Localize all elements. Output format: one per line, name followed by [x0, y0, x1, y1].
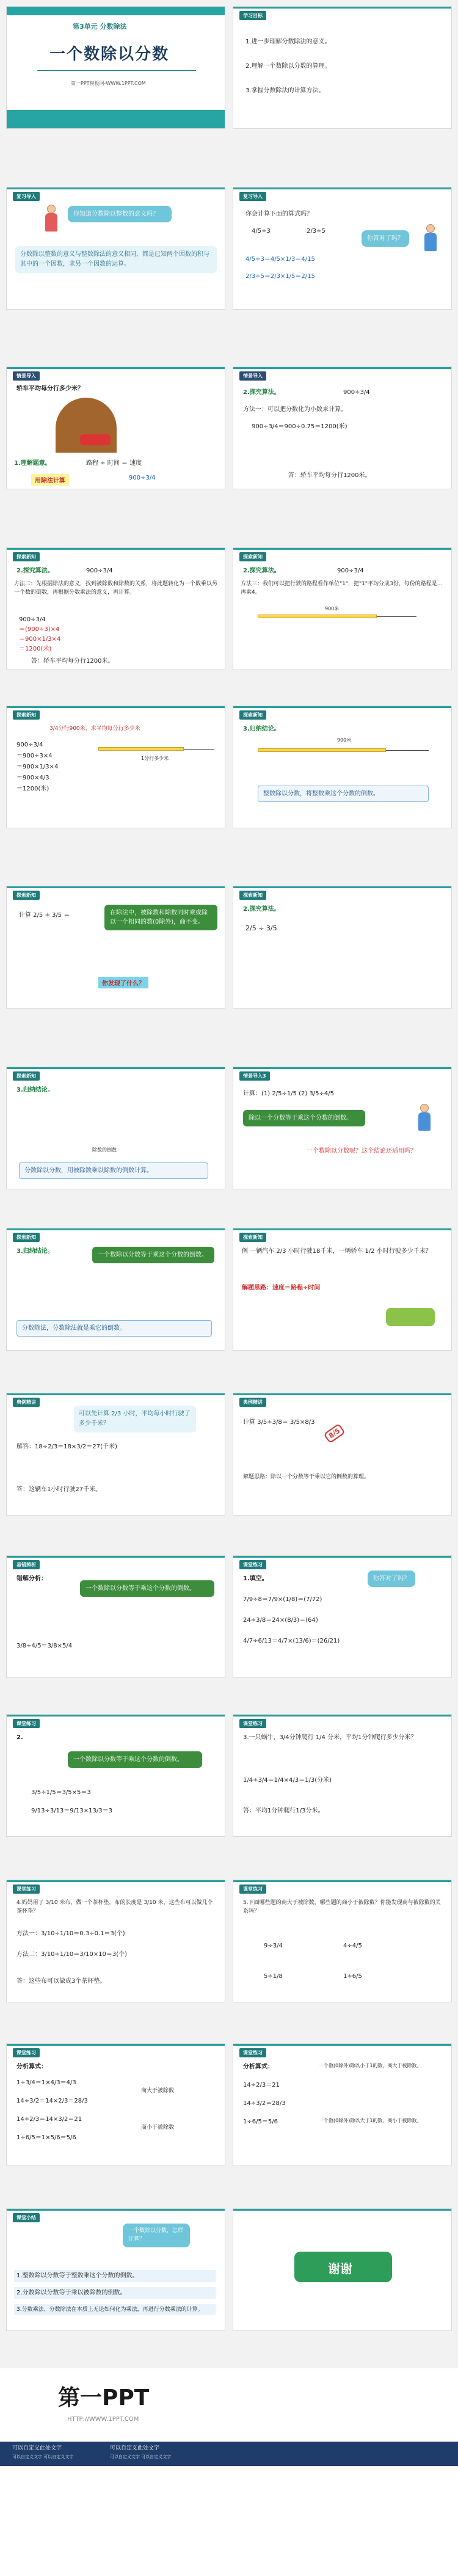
exp10-analysis: 解题思路：速度＝路程÷时间 — [242, 1285, 321, 1291]
new1-tag: 情景导入 — [13, 371, 40, 381]
review2-question: 你会计算下面的算式吗？ — [245, 211, 313, 217]
ex6-tag: 课堂练习 — [239, 2048, 266, 2057]
footer-right-2: 可以自定义文字 可以自定义文字 — [110, 2454, 172, 2459]
exp11-bubble: 可以先计算 2/3 小时，平均每小时行驶了多少千米？ — [74, 1406, 196, 1432]
ex6-row-3: 1÷6/5＝5/6 — [243, 2118, 278, 2125]
review1-question: 你知道分数除以整数的意义吗？ — [68, 206, 172, 222]
exp6-label: 除数的倒数 — [92, 1147, 117, 1153]
slide-explore-1 — [6, 547, 225, 670]
exp1-calc-1: 900÷3/4 — [19, 616, 46, 623]
ex2-tag: 课堂练习 — [239, 1719, 266, 1728]
slide-review-1 — [6, 187, 225, 310]
ex2-calc: 1/4÷3/4＝1/4×4/3＝1/3(分米) — [243, 1777, 332, 1784]
exp12-method: 解题思路：除以一个分数等于乘以它的倒数的算理。 — [243, 1474, 370, 1480]
slide-practice-ex3 — [6, 1880, 225, 2002]
slide-practice-ex2 — [233, 1714, 452, 1837]
exp7-calc: 计算：(1) 2/5÷1/5 (2) 3/5÷4/5 — [243, 1090, 334, 1097]
ex6-title: 分析算式： — [243, 2063, 274, 2070]
exp7-student — [416, 1104, 432, 1132]
slide-explore-6 — [6, 1067, 225, 1189]
review2-expr-1: 4/5÷3 — [252, 228, 271, 235]
ex4-row-3: 5÷1/8 — [264, 1973, 283, 1980]
ex5-row-2: 14÷3/2＝14×2/3＝28/3 — [16, 2098, 88, 2104]
slide-practice-ex1 — [6, 1714, 225, 1837]
cover-footer-band — [7, 110, 225, 128]
exp14-row-3: 4/7÷6/13＝4/7×(13/6)＝(26/21) — [243, 1638, 340, 1644]
footer-url: HTTP://WWW.1PPT.COM — [67, 2416, 139, 2423]
exp1b-label: 900米 — [325, 606, 340, 611]
exp5-step: 2.探究算法。 — [243, 906, 280, 913]
new2-tag: 情景导入 — [239, 371, 266, 381]
exp12-stamp: 8/5 — [323, 1423, 346, 1444]
exp14-tag: 课堂练习 — [239, 1560, 266, 1569]
exp1b-method: 方法三：我们可以把行驶的路程看作单位"1"，把"1"平均分成3份，每份的路程是...再乘4。 — [241, 581, 443, 596]
car-image — [386, 1308, 435, 1326]
new2-calc: 900÷3/4＝900÷0.75＝1200(米) — [252, 423, 347, 430]
exp2-note: 3/4分行900米，求平均每分行多少米 — [49, 726, 140, 732]
ex2-answer: 答：平均1分钟爬行1/3分米。 — [243, 1808, 324, 1814]
exp1-calc-4: ＝1200(米) — [19, 646, 52, 652]
footer-logo: 第一PPT — [58, 2385, 150, 2410]
ex4-row-2: 4÷4/5 — [343, 1943, 362, 1949]
website-label: 第一PPT模板网-WWW.1PPT.COM — [71, 81, 146, 86]
exp1-calc-2: ＝(900÷3)×4 — [19, 626, 60, 633]
ex4-row-4: 1÷6/5 — [343, 1973, 362, 1980]
new2-method: 方法一：可以把分数化为小数来计算。 — [243, 406, 347, 413]
review1-answer: 分数除以整数的意义与整数除法的意义相同，都是已知两个因数的积与其中的一个因数，求另一个因数的运算。 — [15, 246, 217, 273]
ex5-tag: 课堂练习 — [13, 2048, 40, 2057]
ex3-tag: 课堂练习 — [13, 1885, 40, 1894]
new1-step: 1.理解题意。 — [14, 460, 51, 467]
footer-area — [0, 2368, 458, 2576]
review2-expr-2: 2/3÷5 — [307, 228, 325, 235]
slide-explore-8 — [6, 1228, 225, 1351]
ex5-row-3: 14÷2/3＝14×3/2＝21 — [16, 2116, 82, 2123]
slide-explore-1b — [233, 547, 452, 670]
ex5-title: 分析算式： — [16, 2063, 47, 2070]
slide-explore-3 — [233, 706, 452, 828]
exp3-label: 900米 — [337, 737, 352, 743]
slide-error-13 — [6, 1555, 225, 1678]
ex1-bubble: 一个数除以分数等于乘这个分数的倒数。 — [68, 1751, 202, 1768]
ex4-tag: 课堂练习 — [239, 1885, 266, 1894]
ex5-bubble-1: 商大于被除数 — [141, 2088, 175, 2094]
thanks-text: 谢谢 — [328, 2261, 352, 2276]
exp1b-tag: 探索新知 — [239, 552, 266, 561]
exp11-tag: 典例精讲 — [13, 1398, 40, 1407]
exp11-calc: 解答：18÷2/3＝18×3/2＝27(千米) — [16, 1443, 117, 1450]
slide-new-2 — [233, 367, 452, 489]
footer-left-2: 可以自定义文字 可以自定义文字 — [12, 2454, 74, 2459]
goal-1: 1.进一步理解分数除法的意义。 — [245, 38, 331, 45]
review2-tag: 复习导入 — [239, 192, 266, 201]
exp10-tag: 探索新知 — [239, 1233, 266, 1242]
exp7-bubble: 除以一个分数等于乘这个分数的倒数。 — [243, 1110, 365, 1126]
exp12-tag: 典例精讲 — [239, 1398, 266, 1407]
ex3-method-2: 方法二：3/10÷1/10＝3/10×10＝3(个) — [16, 1951, 128, 1958]
exp2-label: 1分行多少米 — [141, 756, 169, 761]
exp10-example: 例 一辆汽车 2/3 小时行驶18千米，一辆轿车 1/2 小时行驶多少千米？ — [242, 1248, 432, 1255]
ex3-answer: 答：这些布可以做成3个茶杯垫。 — [16, 1978, 106, 1985]
exp7-tag: 情景导入3 — [239, 1071, 270, 1081]
exp14-bubble: 你答对了吗？ — [368, 1571, 415, 1587]
new2-expr: 900÷3/4 — [343, 389, 370, 396]
new1-question: 轿车平均每分行多少米？ — [16, 385, 84, 392]
ex5-row-1: 1÷3/4＝1×4/3＝4/3 — [16, 2079, 76, 2086]
slide-goals — [233, 6, 452, 129]
teacher-avatar — [43, 205, 59, 233]
exp6-step: 3.归纳结论。 — [16, 1087, 54, 1093]
exp4-bubble: 在除法中，被除数和除数同时乘或除以一个相同的数(0除外)，商不变。 — [104, 905, 217, 930]
review2-solution-1: 4/5÷3＝4/5×1/3＝4/15 — [245, 256, 315, 263]
goal-3: 3.掌握分数除法的计算方法。 — [245, 87, 325, 94]
exp14-title: 1.填空。 — [243, 1575, 268, 1582]
exp2-calc-5: ＝1200(米) — [16, 786, 49, 792]
exp1b-expr: 900÷3/4 — [337, 567, 364, 574]
ex4-title: 5.下面哪些题的商大于被除数，哪些题的商小于被除数？你能发现商与被除数的关系吗？ — [243, 1900, 441, 1915]
exp13-tag: 易错辨析 — [13, 1560, 40, 1569]
ex2-title: 3.一只蜗牛，3/4分钟爬行 1/4 分米，平均1分钟爬行多少分米？ — [243, 1734, 417, 1741]
exp11-answer: 答：这辆车1小时行驶27千米。 — [16, 1486, 102, 1493]
unit-label: 第3单元 分数除法 — [73, 23, 127, 31]
exp3-conclusion: 整数除以分数，将整数乘这个分数的倒数。 — [258, 786, 429, 802]
slide-thanks — [233, 2208, 452, 2331]
ex6-row-1: 14÷2/3＝21 — [243, 2082, 280, 2089]
ex4-row-1: 9÷3/4 — [264, 1943, 283, 1949]
ex6-note-2: 一个数(0除外)除以大于1的数，商小于被除数。 — [319, 2118, 422, 2123]
exp3-fill — [258, 748, 386, 752]
slide-new-1 — [6, 367, 225, 489]
exp12-calc: 计算 3/5÷3/8＝ 3/5×8/3 — [243, 1419, 315, 1426]
slide-explore-10 — [233, 1228, 452, 1351]
slide-explore-2 — [6, 706, 225, 828]
summary-tag: 课堂小结 — [13, 2213, 40, 2222]
student-avatar — [423, 224, 438, 252]
ex5-row-4: 1÷6/5＝1×5/6＝5/6 — [16, 2134, 76, 2141]
footer-left-1: 可以自定义此处文字 — [12, 2445, 62, 2451]
exp4-calc: 计算 2/5 ÷ 3/5 ＝ — [19, 912, 70, 919]
exp1-step: 2.探究算法。 — [16, 567, 54, 574]
review2-bubble: 你答对了吗？ — [362, 230, 409, 247]
ex1-title: 2. — [16, 1734, 23, 1741]
ex6-note-1: 一个数(0除外)除以小于1的数，商大于被除数。 — [319, 2063, 422, 2068]
exp1-tag: 探索新知 — [13, 552, 40, 561]
exp4-result: 你发现了什么？ — [98, 977, 148, 988]
new1-formula: 路程 ÷ 时间 ＝ 速度 — [86, 460, 142, 467]
exp4-tag: 探索新知 — [13, 891, 40, 900]
exp2-calc-4: ＝900×4/3 — [16, 775, 49, 781]
slide-review-2 — [233, 187, 452, 310]
exp1-answer: 答：轿车平均每分行1200米。 — [31, 658, 114, 665]
footer-right-1: 可以自定义此处文字 — [110, 2445, 160, 2451]
exp13-bubble: 一个数除以分数等于乘这个分数的倒数。 — [80, 1580, 214, 1597]
car-image — [80, 434, 111, 445]
exp8-bubble: 一个数除以分数等于乘这个分数的倒数。 — [92, 1247, 214, 1263]
ex3-method-1: 方法一：3/10÷1/10＝0.3÷0.1＝3(个) — [16, 1930, 125, 1937]
exp2-tag: 探索新知 — [13, 710, 40, 720]
summary-item-2: 2.分数除以分数等于乘以被除数的倒数。 — [14, 2287, 216, 2299]
review1-tag: 复习导入 — [13, 192, 40, 201]
ex5-bubble-2: 商小于被除数 — [141, 2125, 175, 2131]
segment-fill — [258, 615, 377, 618]
slide-practice-ex4 — [233, 1880, 452, 2002]
review2-solution-2: 2/3÷5＝2/3×1/5＝2/15 — [245, 273, 315, 280]
summary-item-3: 3.分数乘法、分数除法在本质上无论如何化为乘法，再进行分数乘法的计算。 — [14, 2304, 216, 2315]
goals-tag: 学习目标 — [239, 11, 266, 20]
ex3-title: 4.妈妈用了 3/10 米布，做一个茶杯垫，布的长度是 3/10 米，这些布可以做几个茶杯垫？ — [16, 1900, 213, 1915]
exp9-conclusion: 分数除法，分数除法就是乘它的倒数。 — [16, 1320, 212, 1337]
exp3-step: 3.归纳结论。 — [243, 726, 280, 732]
exp2-calc-3: ＝900×1/3×4 — [16, 764, 59, 770]
exp7-question: 一个数除以分数呢？这个结论还适用吗？ — [307, 1148, 416, 1155]
new1-expr: 900÷3/4 — [129, 475, 156, 481]
exp6-tag: 探索新知 — [13, 1071, 40, 1081]
new1-method: 用除法计算 — [31, 474, 69, 486]
slide-practice-ex5 — [6, 2043, 225, 2166]
exp8-step: 3.归纳结论。 — [16, 1248, 54, 1255]
ex1-row-2: 9/13÷3/13＝9/13×13/3＝3 — [31, 1808, 112, 1814]
cover-title: 一个数除以分数 — [49, 45, 170, 64]
exp1b-step: 2.探究算法。 — [243, 567, 280, 574]
exp5-tag: 探索新知 — [239, 891, 266, 900]
slide-example-11 — [6, 1393, 225, 1516]
slide-example-12 — [233, 1393, 452, 1516]
slide-practice-14 — [233, 1555, 452, 1678]
new2-answer: 答：轿车平均每分行1200米。 — [288, 472, 371, 479]
slide-explore-7 — [233, 1067, 452, 1189]
ex1-tag: 课堂练习 — [13, 1719, 40, 1728]
exp13-calc: 3/8÷4/5＝3/8×5/4 — [16, 1643, 73, 1649]
exp1-expr: 900÷3/4 — [86, 567, 113, 574]
exp3-tag: 探索新知 — [239, 710, 266, 720]
exp1-method: 方法二：先根据除法的意义，找到被除数和除数的关系，将此题转化为一个数乘以另一个数的倒数，再根据分数乘法的意义，再计算。 — [14, 581, 218, 596]
slide-cover — [6, 6, 225, 129]
exp6-conclusion: 分数除以分数，用被除数乘以除数的倒数计算。 — [19, 1162, 208, 1179]
slide-practice-ex6 — [233, 2043, 452, 2166]
exp14-row-2: 24÷3/8＝24×(8/3)＝(64) — [243, 1617, 318, 1624]
exp13-title: 错解分析： — [16, 1575, 47, 1582]
exp2-calc-2: ＝900÷3×4 — [16, 753, 53, 759]
slide-explore-5: 探索新知 2.探究算法。 2/5 ÷ 3/5 — [233, 886, 452, 1009]
exp1-calc-3: ＝900×1/3×4 — [19, 636, 61, 643]
exp2-fill — [98, 747, 184, 751]
slide-explore-4 — [6, 886, 225, 1009]
ex1-row-1: 3/5÷1/5＝3/5×5＝3 — [31, 1789, 91, 1796]
summary-item-1: 1.整数除以分数等于整数乘这个分数的倒数。 — [14, 2270, 216, 2282]
goal-2: 2.理解一个数除以分数的算理。 — [245, 63, 331, 70]
title-divider — [37, 70, 196, 71]
exp14-row-1: 7/9÷8＝7/9×(1/8)＝(7/72) — [243, 1596, 322, 1603]
exp8-tag: 探索新知 — [13, 1233, 40, 1242]
new2-step: 2.探究算法。 — [243, 389, 280, 396]
ex6-row-2: 14÷3/2＝28/3 — [243, 2100, 286, 2107]
summary-question: 一个数除以分数，怎样计算？ — [123, 2224, 190, 2247]
exp2-calc-1: 900÷3/4 — [16, 742, 43, 748]
slide-summary — [6, 2208, 225, 2331]
